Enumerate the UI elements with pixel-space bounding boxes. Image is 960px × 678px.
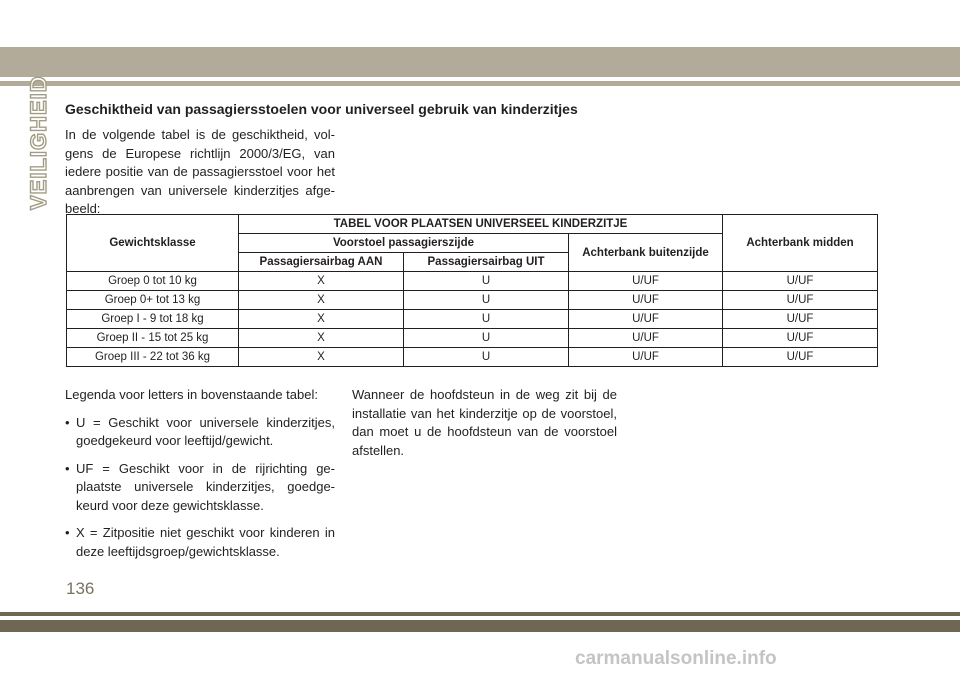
table-row: [67, 348, 878, 367]
table-header-row: [67, 215, 878, 234]
header-airbag-on: Passagiersairbag AAN: [239, 253, 404, 272]
table-cell: U: [404, 291, 569, 310]
legend-item-text: X = Zitpositie niet geschikt voor kinderen in deze leeftijdsgroep/gewichtsklasse.: [76, 525, 335, 559]
legend-column: [65, 386, 335, 570]
table-cell: Groep 0 tot 10 kg: [67, 272, 239, 291]
table-cell: U/UF: [723, 272, 878, 291]
table-cell: U: [404, 272, 569, 291]
table-cell: Groep III - 22 tot 36 kg: [67, 348, 239, 367]
table-row: [67, 329, 878, 348]
header-band: [0, 47, 960, 77]
list-item: [65, 524, 335, 561]
table-cell: Groep II - 15 tot 25 kg: [67, 329, 239, 348]
table-cell: Groep 0+ tot 13 kg: [67, 291, 239, 310]
bullet-icon: •: [65, 414, 70, 430]
table-cell: U: [404, 329, 569, 348]
table-cell: U/UF: [569, 329, 723, 348]
list-item: [65, 414, 335, 451]
table-row: [67, 291, 878, 310]
legend-title: Legenda voor letters in bovenstaande tabel:: [65, 387, 318, 402]
header-weight-class: Gewichtsklasse: [67, 215, 239, 272]
footer-rule: [0, 612, 960, 616]
header-front-seat: Voorstoel passagierszijde: [239, 234, 569, 253]
table-cell: X: [239, 348, 404, 367]
header-airbag-off: Passagiersairbag UIT: [404, 253, 569, 272]
table-cell: Groep I - 9 tot 18 kg: [67, 310, 239, 329]
section-tab-label: VEILIGHEID: [26, 75, 51, 210]
table-cell: X: [239, 329, 404, 348]
intro-paragraph: In de volgende tabel is de geschiktheid, vol-gens de Europese richtlijn 2000/3/EG, van iedere positie van de passagiersstoel voor het aanbrengen van universele kinderzitjes afge-beeld:: [65, 127, 335, 216]
headrest-note: Wanneer de hoofdsteun in de weg zit bij de installatie van het kinderzitje op de voorstoel, dan moet u de hoofdsteun van de voorstoel afstellen.: [352, 387, 617, 458]
table-cell: U/UF: [723, 291, 878, 310]
header-rear-outer: Achterbank buitenzijde: [569, 234, 723, 272]
table-cell: X: [239, 272, 404, 291]
page-number: 136: [66, 579, 95, 598]
watermark-text: carmanualsonline.info: [575, 648, 777, 669]
table-cell: U/UF: [569, 291, 723, 310]
table-cell: U/UF: [569, 348, 723, 367]
table-cell: U: [404, 348, 569, 367]
table-cell: X: [239, 310, 404, 329]
table-row: [67, 272, 878, 291]
list-item: [65, 460, 335, 516]
header-table-title: TABEL VOOR PLAATSEN UNIVERSEEL KINDERZITJE: [239, 215, 723, 234]
table-cell: U/UF: [723, 310, 878, 329]
child-seat-table: [66, 214, 878, 367]
legend-item-text: U = Geschikt voor universele kinderzitjes, goedgekeurd voor leeftijd/gewicht.: [76, 414, 335, 448]
table-cell: X: [239, 291, 404, 310]
table-row: [67, 310, 878, 329]
header-rule: [0, 81, 960, 86]
header-rear-middle: Achterbank midden: [723, 215, 878, 272]
table-cell: U/UF: [723, 329, 878, 348]
table-cell: U/UF: [569, 272, 723, 291]
bullet-icon: •: [65, 460, 70, 476]
table-cell: U: [404, 310, 569, 329]
legend-item-text: UF = Geschikt voor in de rijrichting ge-plaatste universele kinderzitjes, goedge-keurd voor deze gewichtsklasse.: [76, 460, 335, 513]
footer-band: [0, 620, 960, 632]
table-cell: U/UF: [569, 310, 723, 329]
table-cell: U/UF: [723, 348, 878, 367]
bullet-icon: •: [65, 525, 70, 540]
section-title: Geschiktheid van passagiersstoelen voor universeel gebruik van kinderzitjes: [65, 101, 578, 117]
